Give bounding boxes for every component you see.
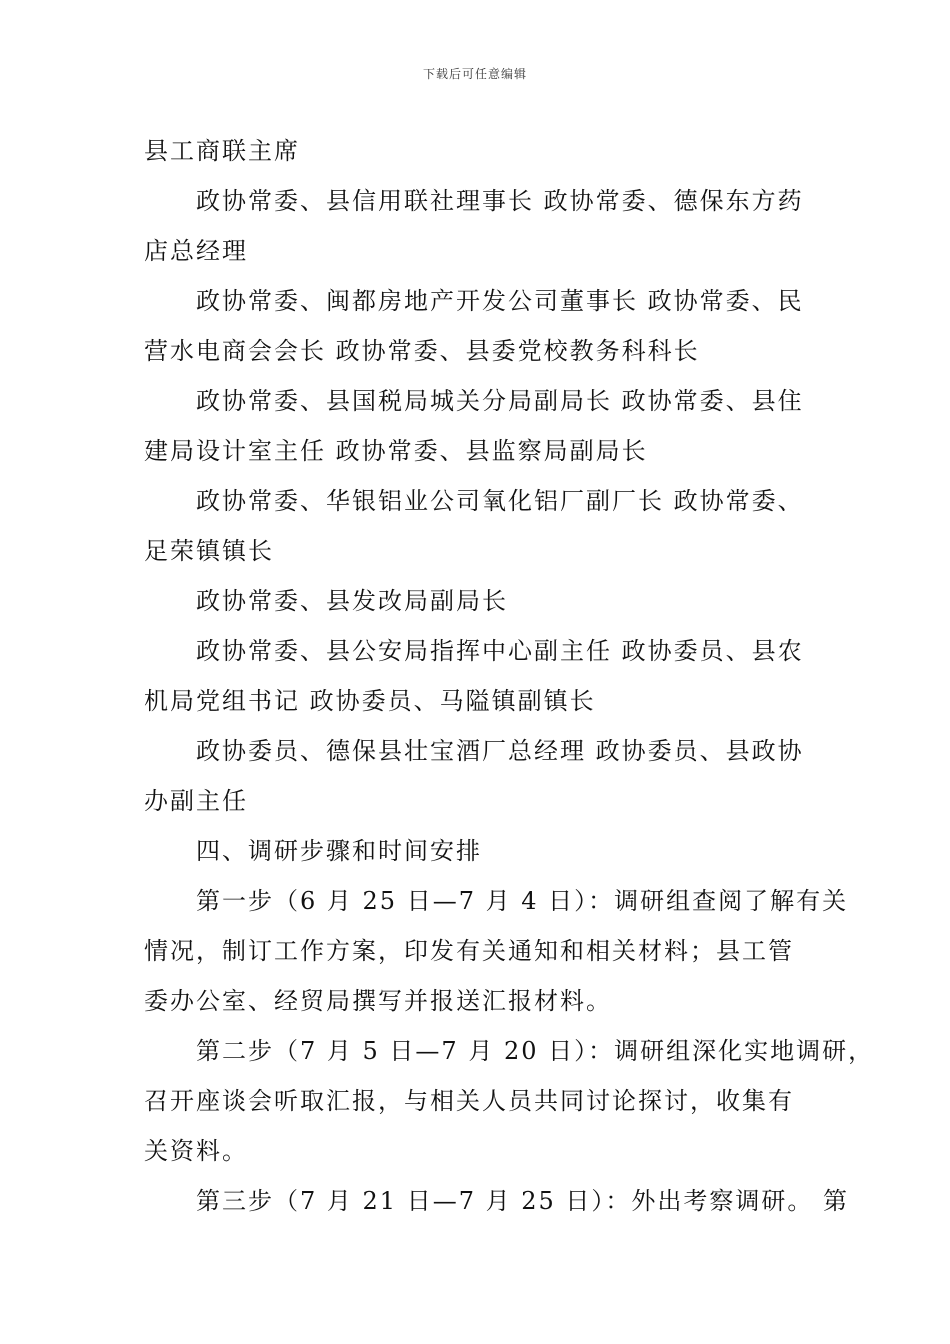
text-line: 召开座谈会听取汇报，与相关人员共同讨论探讨，收集有	[144, 1087, 794, 1115]
step-two-paragraph	[144, 1026, 875, 1176]
text-line: 办副主任	[144, 787, 248, 815]
page-header: 下载后可任意编辑	[422, 67, 527, 81]
paragraph-4	[144, 376, 812, 476]
text-line: 足荣镇镇长	[144, 537, 274, 565]
text-line: 政协常委、县发改局副局长	[196, 587, 508, 615]
step-three-paragraph	[144, 1176, 850, 1226]
text-line: 政协常委、华银铝业公司氧化铝厂副厂长 政协常委、	[196, 487, 804, 515]
text-line: 第三步（7 月 21 日—7 月 25 日）：外出考察调研。 第	[196, 1187, 850, 1215]
paragraph-7	[144, 626, 812, 726]
text-line: 政协常委、县国税局城关分局副局长 政协常委、县住	[196, 387, 804, 415]
paragraph-2	[144, 176, 812, 276]
section-heading	[144, 826, 812, 876]
text-line: 委办公室、经贸局撰写并报送汇报材料。	[144, 987, 612, 1015]
text-line: 政协常委、闽都房地产开发公司董事长 政协常委、民	[196, 287, 804, 315]
text-line: 四、调研步骤和时间安排	[196, 837, 482, 865]
text-line: 情况，制订工作方案，印发有关通知和相关材料；县工管	[144, 937, 794, 965]
paragraph-8	[144, 726, 812, 826]
step-one-paragraph	[144, 876, 849, 1026]
text-line: 县工商联主席	[144, 137, 300, 165]
text-line: 政协委员、德保县壮宝酒厂总经理 政协委员、县政协	[196, 737, 804, 765]
text-line: 店总经理	[144, 237, 248, 265]
text-line: 建局设计室主任 政协常委、县监察局副局长	[144, 437, 648, 465]
text-line: 政协常委、县信用联社理事长 政协常委、德保东方药	[196, 187, 804, 215]
text-line: 营水电商会会长 政协常委、县委党校教务科科长	[144, 337, 700, 365]
text-line: 关资料。	[144, 1137, 248, 1165]
paragraph-5	[144, 476, 812, 576]
paragraph-3	[144, 276, 812, 376]
document-body	[144, 126, 875, 1226]
paragraph-1	[144, 126, 812, 176]
text-line: 第一步（6 月 25 日—7 月 4 日）：调研组查阅了解有关	[196, 887, 849, 915]
paragraph-6	[144, 576, 812, 626]
text-line: 政协常委、县公安局指挥中心副主任 政协委员、县农	[196, 637, 804, 665]
text-line: 第二步（7 月 5 日—7 月 20 日）：调研组深化实地调研，	[196, 1037, 875, 1065]
text-line: 机局党组书记 政协委员、马隘镇副镇长	[144, 687, 596, 715]
